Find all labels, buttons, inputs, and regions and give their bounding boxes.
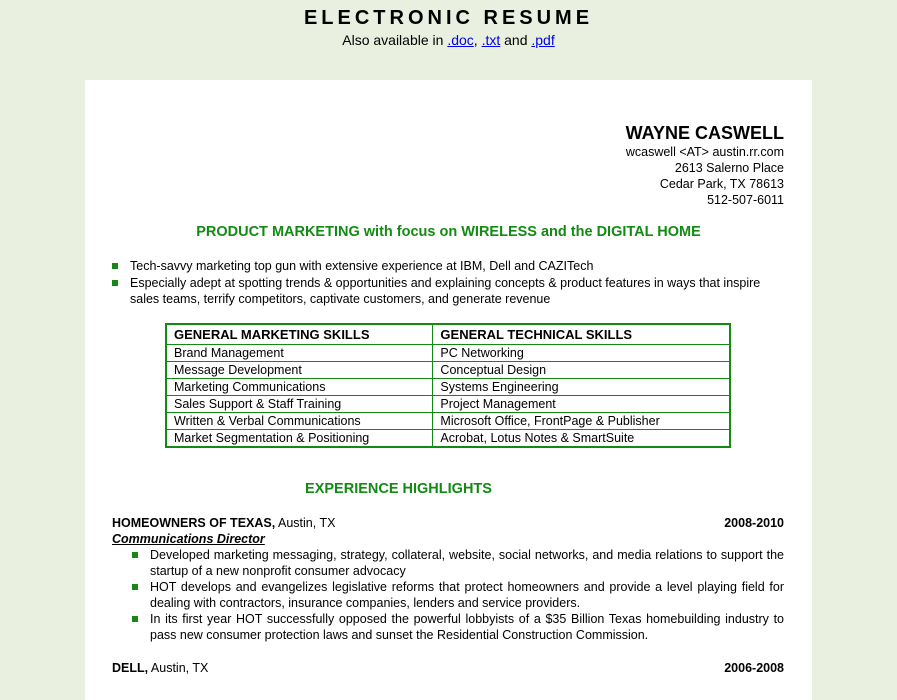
table-row bbox=[166, 413, 730, 430]
job-bullets bbox=[112, 547, 784, 643]
alt-formats-prefix: Also available in bbox=[342, 32, 444, 48]
summary-item bbox=[112, 258, 762, 275]
summary-item bbox=[112, 275, 762, 308]
contact-street: 2613 Salerno Place bbox=[674, 161, 784, 175]
pdf-link[interactable]: .pdf bbox=[531, 32, 555, 48]
table-cell: Market Segmentation & Positioning bbox=[166, 430, 433, 448]
contact-block bbox=[626, 122, 784, 208]
table-cell: Sales Support & Staff Training bbox=[166, 396, 433, 413]
page-title: ELECTRONIC RESUME bbox=[303, 7, 594, 29]
table-row bbox=[166, 396, 730, 413]
table-cell: Written & Verbal Communications bbox=[166, 413, 433, 430]
bullet-icon bbox=[112, 263, 118, 269]
table-row bbox=[166, 430, 730, 448]
bullet-icon bbox=[112, 280, 118, 286]
list-item bbox=[132, 579, 784, 611]
table-cell: Project Management bbox=[433, 396, 730, 413]
and-text: and bbox=[504, 32, 528, 48]
bullet-icon bbox=[132, 552, 138, 558]
bullet-text: HOT develops and evangelizes legislative reforms that protect homeowners and provide a level playing field for dealing with contractors, insurance companies, lenders and service providers. bbox=[150, 580, 784, 610]
job-entry bbox=[112, 660, 784, 676]
column-header: GENERAL MARKETING SKILLS bbox=[166, 324, 433, 345]
job-header bbox=[112, 515, 784, 531]
summary-text: Tech-savvy marketing top gun with extensive experience at IBM, Dell and CAZITech bbox=[130, 259, 594, 273]
job-years: 2008-2010 bbox=[724, 516, 784, 530]
contact-email: wcaswell <AT> austin.rr.com bbox=[625, 145, 784, 159]
alt-formats-line: Also available in .doc, .txt and .pdf bbox=[342, 32, 555, 48]
table-cell: Marketing Communications bbox=[166, 379, 433, 396]
doc-link[interactable]: .doc bbox=[447, 32, 474, 48]
job-header bbox=[112, 660, 784, 676]
company-name: DELL, bbox=[112, 661, 149, 675]
bullet-text: Developed marketing messaging, strategy, collateral, website, social networks, and media relations to support the startup of a new nonprofit consumer advocacy bbox=[150, 548, 784, 578]
table-cell: Systems Engineering bbox=[433, 379, 730, 396]
column-header: GENERAL TECHNICAL SKILLS bbox=[433, 324, 730, 345]
bullet-text: In its first year HOT successfully opposed the powerful lobbyists of a $35 Billion Texas homebuilding industry to pass new consumer protection laws and sunset the Residential Construction Commission. bbox=[150, 612, 784, 642]
candidate-name: WAYNE CASWELL bbox=[625, 123, 784, 143]
table-cell: PC Networking bbox=[433, 345, 730, 362]
job-location: Austin, TX bbox=[150, 661, 209, 675]
headline: PRODUCT MARKETING with focus on WIRELESS and the DIGITAL HOME bbox=[196, 224, 701, 240]
table-cell: Microsoft Office, FrontPage & Publisher bbox=[433, 413, 730, 430]
contact-phone: 512-507-6011 bbox=[707, 193, 784, 207]
contact-city: Cedar Park, TX 78613 bbox=[659, 177, 784, 191]
table-cell: Conceptual Design bbox=[433, 362, 730, 379]
experience-heading: EXPERIENCE HIGHLIGHTS bbox=[305, 481, 492, 497]
skills-header-row bbox=[166, 324, 730, 345]
skills-table bbox=[165, 323, 731, 448]
table-cell: Brand Management bbox=[166, 345, 433, 362]
list-item bbox=[132, 611, 784, 643]
txt-link[interactable]: .txt bbox=[481, 32, 501, 48]
summary-list bbox=[112, 258, 762, 308]
table-row bbox=[166, 379, 730, 396]
bullet-icon bbox=[132, 584, 138, 590]
summary-text: Especially adept at spotting trends & opportunities and explaining concepts & product features in ways that inspire sales teams, terrify competitors, captivate customers, and generate revenue bbox=[130, 275, 761, 306]
job-role: Communications Director bbox=[112, 532, 265, 546]
bullet-icon bbox=[132, 616, 138, 622]
job-entry bbox=[112, 515, 784, 643]
job-location: Austin, TX bbox=[278, 516, 336, 530]
job-years: 2006-2008 bbox=[724, 661, 784, 675]
table-cell: Acrobat, Lotus Notes & SmartSuite bbox=[433, 430, 730, 448]
company-name: HOMEOWNERS OF TEXAS, bbox=[112, 516, 276, 530]
table-row bbox=[166, 345, 730, 362]
table-cell: Message Development bbox=[166, 362, 433, 379]
table-row bbox=[166, 362, 730, 379]
list-item bbox=[132, 547, 784, 579]
resume-page bbox=[85, 80, 812, 700]
